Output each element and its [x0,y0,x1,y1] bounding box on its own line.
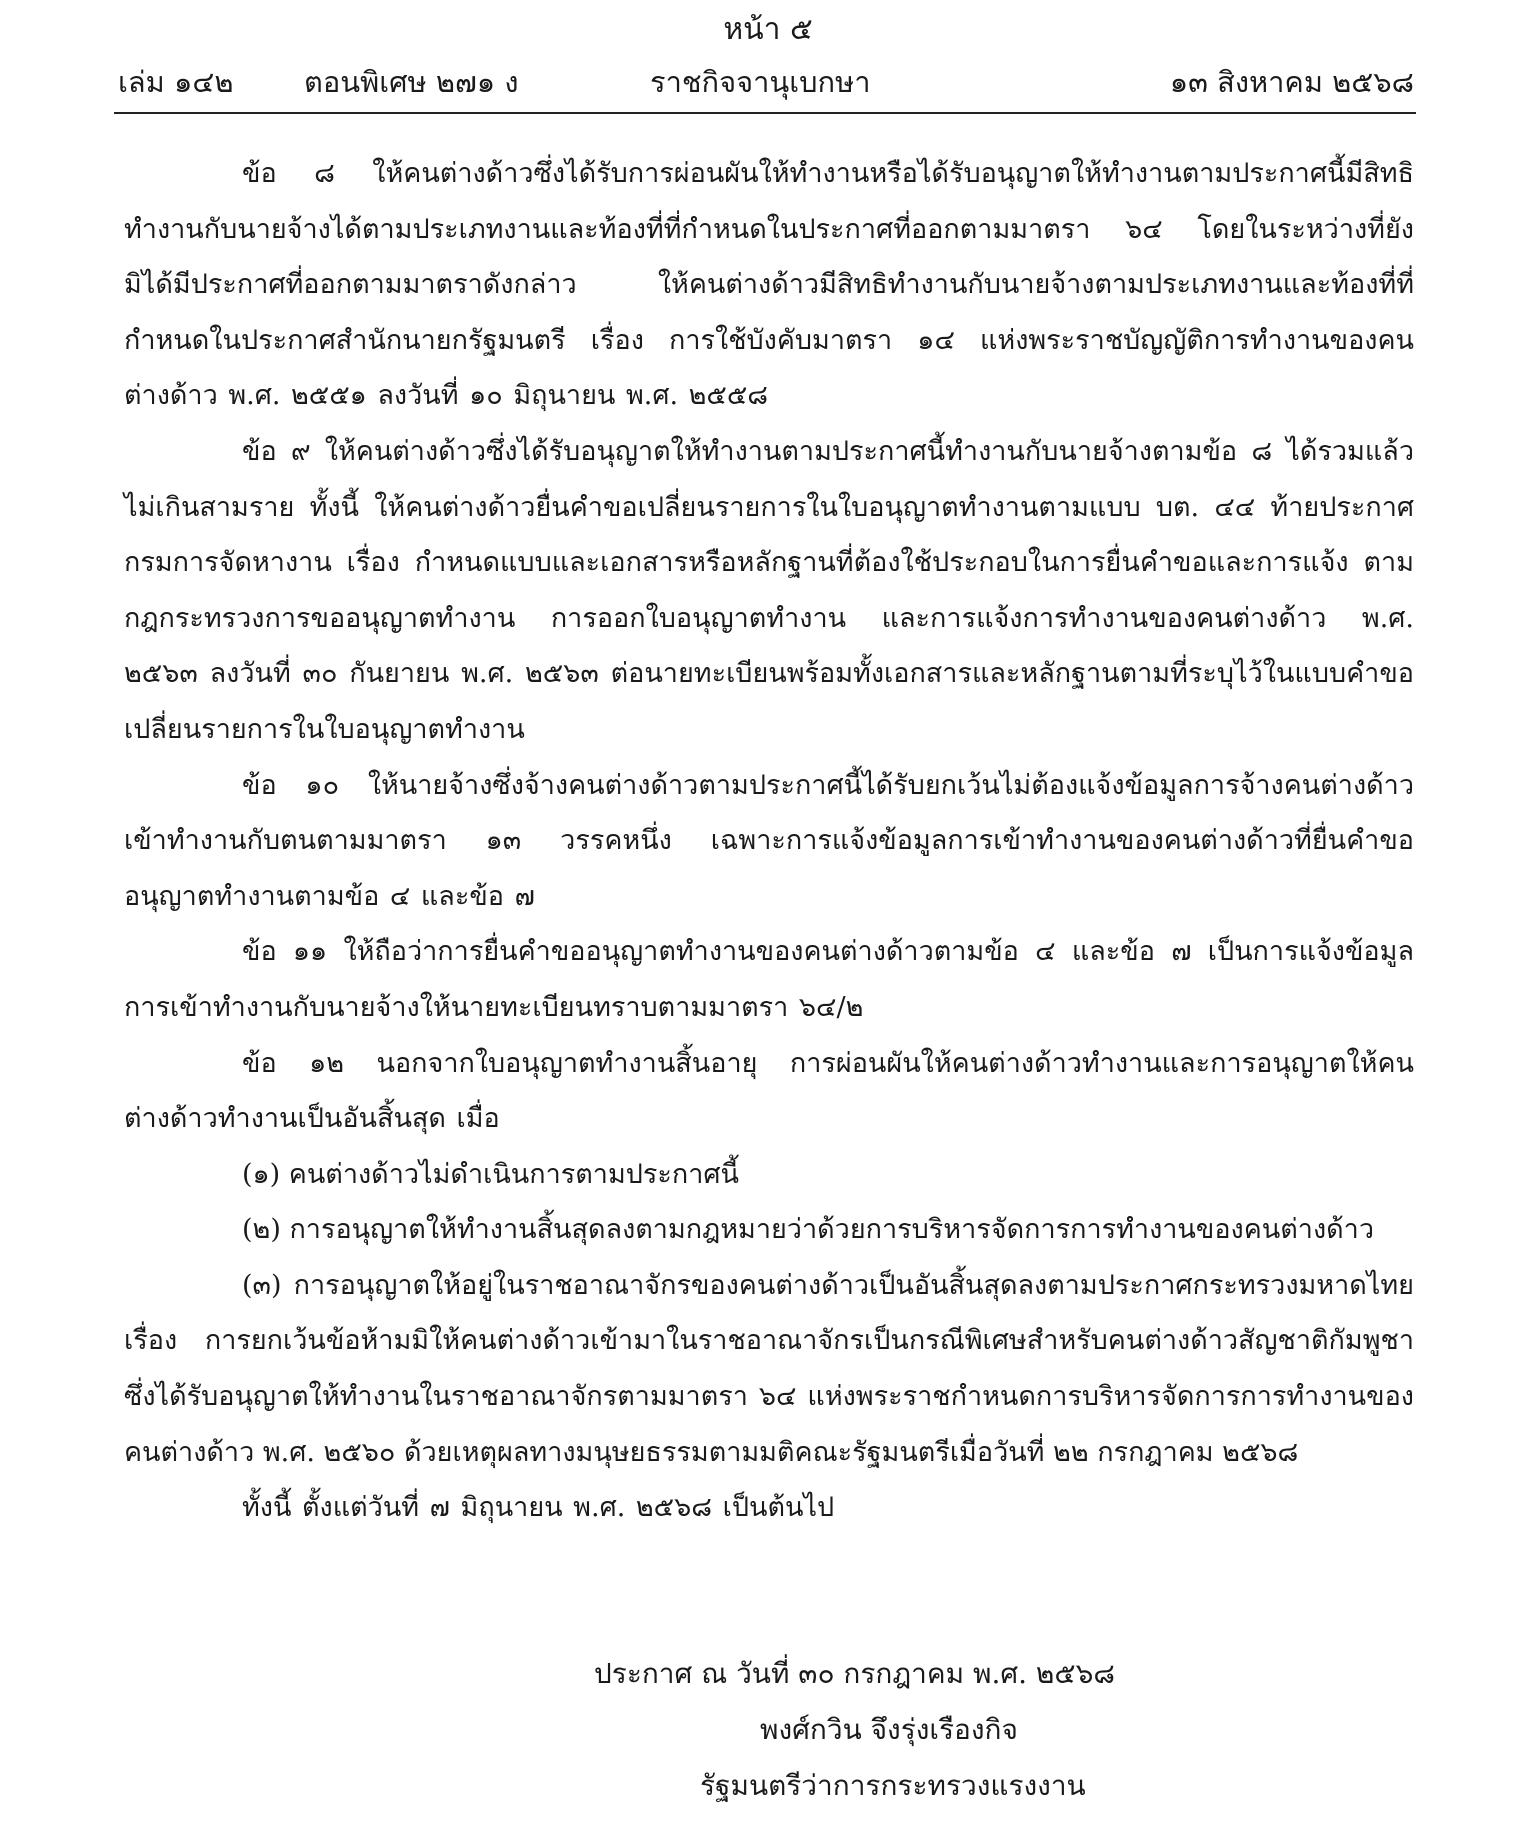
clause-10: ข้อ ๑๐ ให้นายจ้างซึ่งจ้างคนต่างด้าวตามประกาศนี้ได้รับยกเว้นไม่ต้องแจ้งข้อมูลการจ้างคนต่างด้าวเข้าทำงานกับตนตามมาตรา ๑๓ วรรคหนึ่ง เฉพาะการแจ้งข้อมูลการเข้าทำงานของคนต่างด้าวที่ยื่นคำขออนุญาตทำงานตามข้อ ๔ และข้อ ๗ [124,769,1414,912]
clause-8: ข้อ ๘ ให้คนต่างด้าวซึ่งได้รับการผ่อนผันให้ทำงานหรือได้รับอนุญาตให้ทำงานตามประกาศนี้มีสิทธิทำงานกับนายจ้างได้ตามประเภทงานและท้องที่ที่กำหนดในประกาศที่ออกตามมาตรา ๖๔ โดยในระหว่างที่ยังมิได้มีประกาศที่ออกตามมาตราดังกล่าว ให้คนต่างด้าวมีสิทธิทำงานกับนายจ้างตามประเภทงานและท้องที่ที่กำหนดในประกาศสำนักนายกรัฐมนตรี เรื่อง การใช้บังคับมาตรา ๑๔ แห่งพระราชบัญญัติการทำงานของคนต่างด้าว พ.ศ. ๒๕๕๑ ลงวันที่ ๑๐ มิถุนายน พ.ศ. ๒๕๕๘ [124,158,1414,412]
clause-12-item-3: (๓) การอนุญาตให้อยู่ในราชอาณาจักรของคนต่างด้าวเป็นอันสิ้นสุดลงตามประกาศกระทรวงมหาดไทย เรื่อง การยกเว้นข้อห้ามมิให้คนต่างด้าวเข้ามาในราชอาณาจักรเป็นกรณีพิเศษสำหรับคนต่างด้าวสัญชาติกัมพูชาซึ่งได้รับอนุญาตให้ทำงานในราชอาณาจักรตามมาตรา ๖๔ แห่งพระราชกำหนดการบริหารจัดการการทำงานของคนต่างด้าว พ.ศ. ๒๕๖๐ ด้วยเหตุผลทางมนุษยธรรมตามมติคณะรัฐมนตรีเมื่อวันที่ ๒๒ กรกฎาคม ๒๕๖๘ [124,1269,1414,1468]
publication-date: ๑๓ สิงหาคม ๒๕๖๘ [1169,65,1414,99]
gazette-header [118,58,1414,106]
header-divider [114,112,1416,114]
signatory-name: พงศ์กวิน จึงรุ่งเรืองกิจ [760,1713,1018,1746]
gazette-title: ราชกิจจานุเบกษา [650,65,871,99]
document-body [124,146,1414,1536]
page-number: หน้า ๕ [723,12,813,47]
clause-12-item-2: (๒) การอนุญาตให้ทำงานสิ้นสุดลงตามกฎหมายว่าด้วยการบริหารจัดการการทำงานของคนต่างด้าว [242,1214,1374,1246]
clause-9: ข้อ ๙ ให้คนต่างด้าวซึ่งได้รับอนุญาตให้ทำงานตามประกาศนี้ทำงานกับนายจ้างตามข้อ ๘ ได้รวมแล้วไม่เกินสามราย ทั้งนี้ ให้คนต่างด้าวยื่นคำขอเปลี่ยนรายการในใบอนุญาตทำงานตามแบบ บต. ๔๔ ท้ายประกาศกรมการจัดหางาน เรื่อง กำหนดแบบและเอกสารหรือหลักฐานที่ต้องใช้ประกอบในการยื่นคำขอและการแจ้ง ตามกฎกระทรวงการขออนุญาตทำงาน การออกใบอนุญาตทำงาน และการแจ้งการทำงานของคนต่างด้าว พ.ศ. ๒๕๖๓ ลงวันที่ ๓๐ กันยายน พ.ศ. ๒๕๖๓ ต่อนายทะเบียนพร้อมทั้งเอกสารและหลักฐานตามที่ระบุไว้ในแบบคำขอเปลี่ยนรายการในใบอนุญาตทำงาน [124,435,1414,745]
signatory-title: รัฐมนตรีว่าการกระทรวงแรงงาน [700,1769,1086,1802]
clause-12: ข้อ ๑๒ นอกจากใบอนุญาตทำงานสิ้นอายุ การผ่อนผันให้คนต่างด้าวทำงานและการอนุญาตให้คนต่างด้าวทำงานเป็นอันสิ้นสุด เมื่อ [124,1047,1414,1135]
clause-11: ข้อ ๑๑ ให้ถือว่าการยื่นคำขออนุญาตทำงานของคนต่างด้าวตามข้อ ๔ และข้อ ๗ เป็นการแจ้งข้อมูลการเข้าทำงานกับนายจ้างให้นายทะเบียนทราบตามมาตรา ๖๔/๒ [124,936,1414,1023]
announcement-date: ประกาศ ณ วันที่ ๓๐ กรกฎาคม พ.ศ. ๒๕๖๘ [594,1657,1115,1690]
issue-number: ตอนพิเศษ ๒๗๑ ง [304,65,519,99]
effective-date-statement: ทั้งนี้ ตั้งแต่วันที่ ๗ มิถุนายน พ.ศ. ๒๕๖๘ เป็นต้นไป [242,1492,835,1524]
clause-12-item-1: (๑) คนต่างด้าวไม่ดำเนินการตามประกาศนี้ [242,1158,740,1190]
volume-number: เล่ม ๑๔๒ [118,65,234,99]
